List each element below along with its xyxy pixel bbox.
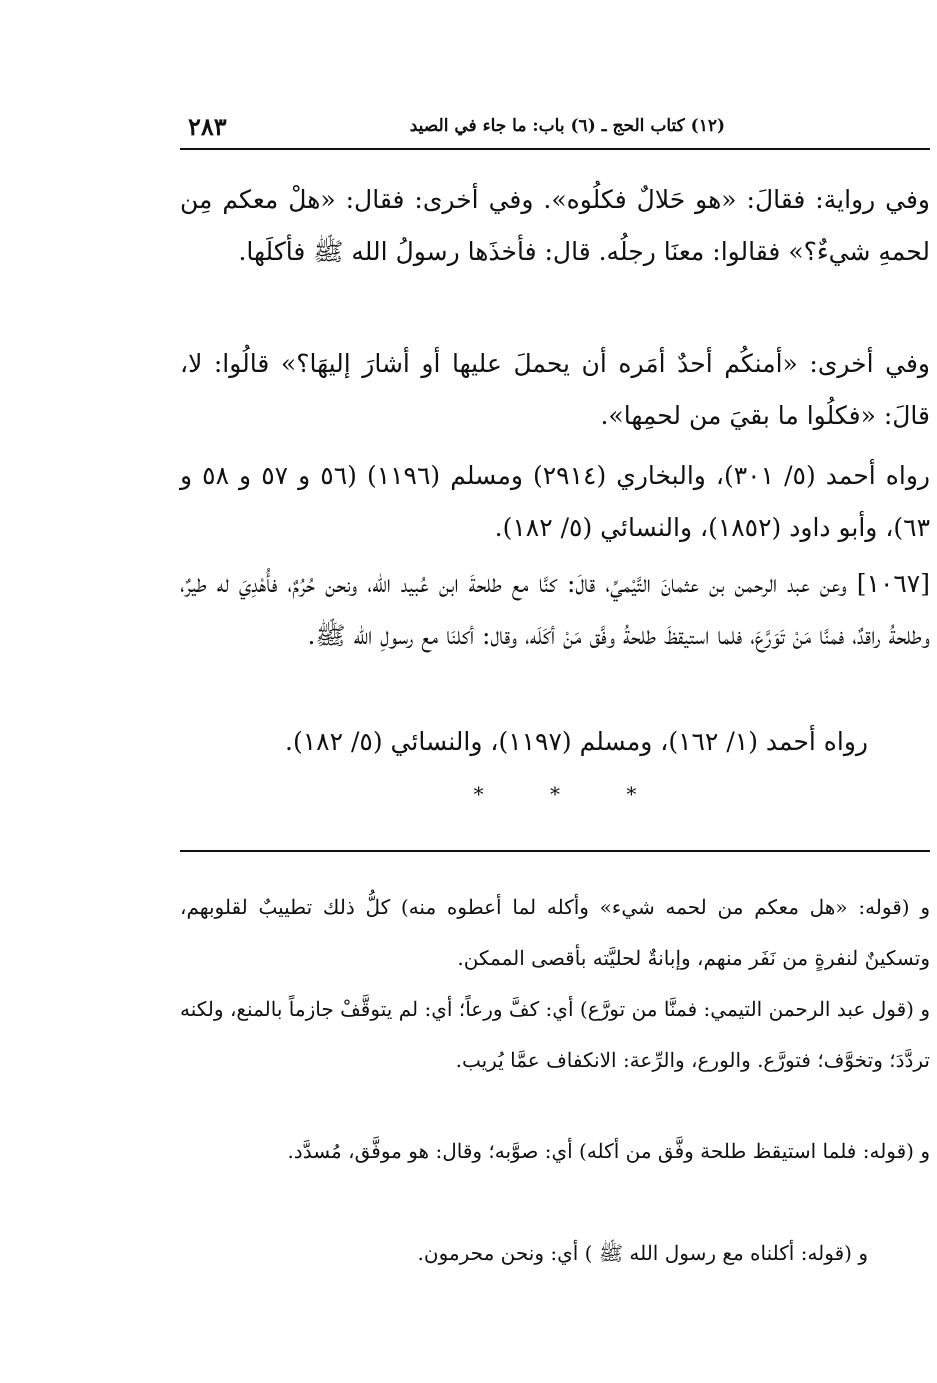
page-header: [180, 112, 930, 148]
commentary-rule: [180, 850, 930, 852]
hadith-paragraph-2: وفي أخرى: «أمنكُم أحدٌ أمَره أن يحملَ عليها أو أشارَ إليهَا؟» قالُوا: لا، قالَ: «فكلُوا ما بقيَ من لحمِها».: [180, 349, 930, 430]
takhrij-paragraph-2: رواه أحمد (١/ ١٦٢)، ومسلم (١١٩٧)، والنسائي (٥/ ١٨٢).: [285, 727, 868, 756]
page-number: ٢٨٣: [188, 112, 227, 141]
takhrij-paragraph-1: رواه أحمد (٥/ ٣٠١)، والبخاري (٢٩١٤) ومسلم (١١٩٦) (٥٦ و ٥٧ و ٥٨ و ٦٣)، وأبو داود (١٨٥٢)، والنسائي (٥/ ١٨٢).: [180, 461, 930, 542]
separator-star: *: [626, 782, 637, 806]
commentary-note-1: و (قوله: «هل معكم من لحمه شيء» وأكله لما أعطوه منه) كلُّ ذلك تطييبٌ لقلوبهم، وتسكينٌ لنفرةٍ من نَفَر منهم، وإبانةٌ لحليَّته بأقصى الممكن.: [180, 895, 930, 970]
commentary-note-4: و (قوله: أكلناه مع رسول الله ﷺ ) أي: ونحن محرمون.: [417, 1241, 868, 1265]
running-head: (١٢) كتاب الحج ـ (٦) باب: ما جاء في الصيد: [409, 116, 725, 136]
section-separator: [180, 782, 930, 806]
separator-star: *: [550, 782, 560, 806]
separator-star: *: [473, 782, 484, 806]
commentary-note-3: و (قوله: فلما استيقظ طلحة وفَّق من أكله) أي: صوَّبه؛ وقال: هو موفَّق، مُسدَّد.: [287, 1139, 930, 1163]
header-rule: [180, 148, 930, 150]
hadith-paragraph-1: وفي رواية: فقالَ: «هو حَلالٌ فكلُوه». وفي أخرى: فقال: «هلْ معكم مِن لحمهِ شيءٌ؟» فقالوا: معنَا رجلُه. قال: فأخذَها رسولُ الله ﷺ فأكلَها.: [180, 185, 930, 266]
commentary-note-2: و (قول عبد الرحمن التيمي: فمنَّا من تورَّع) أي: كفَّ ورعاً؛ أي: لم يتوقَّفْ جازماً بالمنع، ولكنه تردَّدَ؛ وتخوَّف؛ فتورَّع. والورع، والرِّعة: الانكفاف عمَّا يُريب.: [180, 997, 930, 1072]
hadith-1067-paragraph: [١٠٦٧] وعن عبد الرحمن بن عثمانَ التَّيْميِّ، قالَ: كنَّا مع طلحةَ ابن عُبيد الله، ونحن حُرُمٌ، فأُهْدِيَ له طيرٌ، وطلحةُ راقدٌ، فمنَّا مَنْ تَوَرَّعَ، فلما استيقظَ طلحةُ وفَّق مَنْ أكَلَه، وقال: أكلنَا مع رسولِ الله ﷺ.: [180, 569, 930, 650]
